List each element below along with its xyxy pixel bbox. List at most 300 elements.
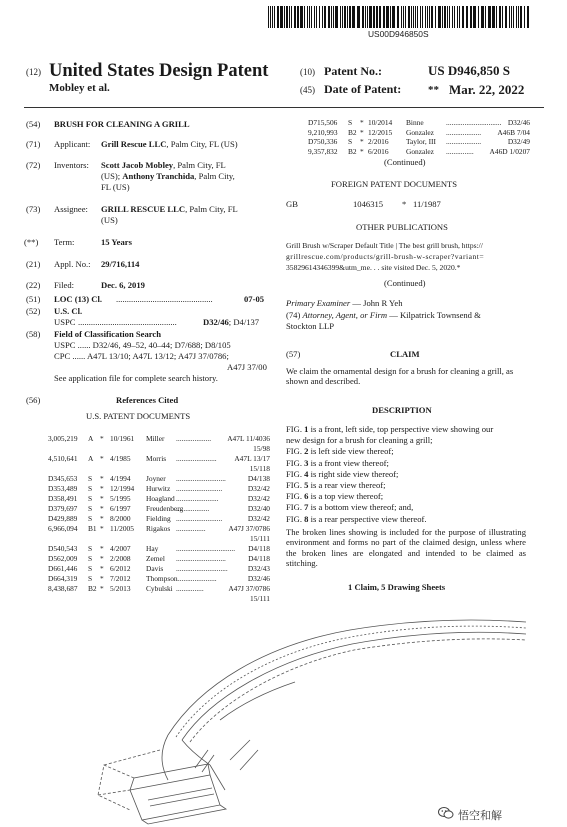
figure-description-line <box>286 491 383 501</box>
ref-class-cont: 15/98 <box>253 444 270 453</box>
fig-text: is left side view thereof; <box>308 446 394 457</box>
fig-label: FIG. <box>286 446 305 457</box>
term-label: Term: <box>54 237 75 247</box>
ref-class: D32/40 <box>247 504 270 513</box>
reference-row-continued <box>48 464 270 473</box>
wechat-icon <box>438 806 454 820</box>
ref-star: * <box>100 514 104 523</box>
ref-number: D664,319 <box>48 574 78 583</box>
fig-label: FIG. <box>286 468 305 479</box>
ref-class: A47J 37/0786 <box>228 524 270 533</box>
ref-dots: ............... <box>176 584 204 593</box>
barcode-bar <box>499 6 501 28</box>
ref-date: 4/1994 <box>110 474 131 483</box>
barcode-bar <box>328 6 330 28</box>
ref-date: 11/2005 <box>110 524 134 533</box>
ref-dots: .................. <box>176 504 210 513</box>
claim-title: CLAIM <box>390 349 420 359</box>
foreign-docs-title: FOREIGN PATENT DOCUMENTS <box>331 179 458 189</box>
barcode-bar <box>405 6 406 28</box>
fig-text: new design for a brush for cleaning a grill; <box>286 435 433 446</box>
claims-count: 1 Claim, 5 Drawing Sheets <box>348 582 446 592</box>
ref-name: Hurwitz <box>146 484 171 493</box>
ref-name: Freudenberg <box>146 504 184 513</box>
barcode-bar <box>411 6 412 28</box>
other-pub-line-3: 35829614346399&utm_me. . . site visited Dec. 5, 2020.* <box>286 263 461 272</box>
field-56-num: (56) <box>26 395 41 405</box>
ref-star: * <box>100 484 104 493</box>
ref-class: A46B 7/04 <box>497 127 530 137</box>
barcode-bar <box>314 6 315 28</box>
barcode-bar <box>527 6 529 28</box>
other-pub-line-1: Grill Brush w/Scraper Default Title | The best grill brush, https:// <box>286 241 483 250</box>
broken-lines-text: The broken lines showing is included for the purpose of illustrating environment and forms no part of the claimed design, unless where the broken lines are elongated and intended to be claimed as stitching. <box>286 527 526 568</box>
header-num-10: (10) <box>300 67 315 77</box>
ref-class-cont: 15/111 <box>250 594 270 603</box>
ref-class: A47L 11/4036 <box>227 434 270 443</box>
uspc-dots: .............................................. <box>78 317 177 327</box>
description-title: DESCRIPTION <box>372 405 432 415</box>
barcode-bar <box>383 6 385 28</box>
barcode-bar <box>435 6 436 28</box>
barcode-bar <box>449 6 450 28</box>
ref-date: 8/2000 <box>110 514 131 523</box>
figure-description-line <box>286 435 433 445</box>
ref-class: D4/118 <box>248 544 270 553</box>
barcode-bar <box>344 6 346 28</box>
ref-date: 10/1961 <box>110 434 135 443</box>
field-73-num: (73) <box>26 204 41 214</box>
reference-row <box>48 474 270 483</box>
barcode-bar <box>297 6 299 28</box>
loc-dots: ............................................. <box>116 294 213 304</box>
fig-label: FIG. <box>286 502 305 513</box>
figure-description-line <box>286 514 427 524</box>
attorney-line-1: (74) Attorney, Agent, or Firm — Kilpatrick Townsend & <box>286 310 481 320</box>
ref-kind: S <box>88 544 93 553</box>
barcode-bar <box>509 6 510 28</box>
ref-star: * <box>100 454 104 463</box>
fig-number: 8 <box>304 513 309 524</box>
ref-number: D358,491 <box>48 494 78 503</box>
ref-date: 6/2012 <box>110 564 131 573</box>
ref-dots: ................................ <box>176 544 236 553</box>
fig-number: 5 <box>304 480 309 490</box>
references-cited-title: References Cited <box>116 395 179 405</box>
barcode-bar <box>454 6 455 28</box>
ref-star: * <box>100 554 104 563</box>
barcode-bar <box>513 6 514 28</box>
ref-class: D32/42 <box>247 494 270 503</box>
fig-text: is right side view thereof; <box>308 468 399 479</box>
ref-dots: ...................... <box>176 454 217 463</box>
ref-name: Morris <box>146 454 167 463</box>
barcode-bar <box>379 6 381 28</box>
fig-number: 2 <box>304 446 309 457</box>
inventors-label: Inventors: <box>54 160 89 170</box>
barcode-bar <box>485 6 486 28</box>
barcode-bar <box>438 6 441 28</box>
ref-star: * <box>100 504 104 513</box>
ref-dots: .............................. <box>446 118 502 127</box>
barcode-bar <box>401 6 402 28</box>
fig-text: is a rear view thereof; <box>308 480 386 490</box>
foreign-star: * <box>402 199 407 209</box>
ref-date: 6/1997 <box>110 504 131 513</box>
ref-dots: ........................... <box>176 474 226 483</box>
ref-kind: S <box>88 564 93 573</box>
barcode-bar <box>289 6 290 28</box>
barcode-bar <box>340 6 341 28</box>
ref-kind: S <box>88 554 93 563</box>
barcode-bar <box>397 6 399 28</box>
patent-number: US D946,850 S <box>428 63 510 78</box>
barcode-bar <box>422 6 423 28</box>
fig-number: 6 <box>304 491 309 502</box>
barcode-bar <box>284 6 285 28</box>
ref-class: D32/49 <box>507 137 530 146</box>
ref-kind: B1 <box>88 524 97 533</box>
fig-text: is a front, left side, top perspective view showing our <box>308 424 494 434</box>
field-21-num: (21) <box>26 259 41 269</box>
continued-label-2: (Continued) <box>384 278 426 288</box>
inventors-line-3: FL (US) <box>101 182 130 192</box>
ref-dots: ......................... <box>176 484 223 493</box>
field-22-num: (22) <box>26 280 41 290</box>
ref-number: 9,357,832 <box>308 146 338 156</box>
attorney-line-2: Stockton LLP <box>286 321 334 331</box>
barcode-bar <box>496 6 497 28</box>
ref-class: A46D 1/0207 <box>489 146 530 156</box>
barcode-bar <box>324 6 326 28</box>
ref-kind: A <box>88 454 94 463</box>
ref-star: * <box>360 127 364 137</box>
inventors-line-2: (US); Anthony Tranchida, Palm City, <box>101 171 235 181</box>
fig-label: FIG. <box>286 513 305 524</box>
reference-row-continued <box>48 444 270 453</box>
ref-kind: S <box>88 514 93 523</box>
ref-name: Joyner <box>146 474 166 483</box>
field-51-num: (51) <box>26 294 41 304</box>
fig-number: 7 <box>304 502 309 513</box>
field-72-num: (72) <box>26 160 41 170</box>
barcode-bar <box>280 6 283 28</box>
barcode-bar <box>470 6 472 28</box>
other-publications-title: OTHER PUBLICATIONS <box>356 222 448 232</box>
barcode-bar <box>362 6 364 28</box>
reference-row <box>308 137 530 146</box>
ref-number: 4,510,641 <box>48 454 78 463</box>
barcode-bar <box>274 6 275 28</box>
reference-row <box>48 494 270 503</box>
ref-number: 6,966,094 <box>48 524 78 533</box>
barcode-bar <box>466 6 468 28</box>
date-star: ** <box>428 84 439 96</box>
barcode-bar <box>373 6 375 28</box>
appl-no-value: 29/716,114 <box>101 259 140 269</box>
barcode-bar <box>309 6 310 28</box>
reference-row <box>48 554 270 563</box>
field-71-num: (71) <box>26 139 41 149</box>
barcode-bar <box>270 6 271 28</box>
ref-name: Miller <box>146 434 165 443</box>
patent-barcode <box>268 6 530 28</box>
barcode-bar <box>376 6 378 28</box>
barcode-bar <box>390 6 391 28</box>
ref-star: * <box>100 564 104 573</box>
inventor-short: Mobley et al. <box>49 82 110 94</box>
ref-class: D4/118 <box>248 554 270 563</box>
barcode-bar <box>442 6 443 28</box>
barcode-bar <box>307 6 308 28</box>
ref-dots: ................ <box>176 524 206 533</box>
figure-description-line <box>286 424 493 434</box>
ref-date: 5/1995 <box>110 494 131 503</box>
ref-name: Rigakos <box>146 524 171 533</box>
barcode-bar <box>291 6 292 28</box>
reference-row <box>48 434 270 443</box>
reference-row <box>308 128 530 137</box>
barcode-bar <box>444 6 446 28</box>
barcode-bar <box>420 6 421 28</box>
ref-dots: ................... <box>446 137 482 146</box>
ref-kind: S <box>88 574 93 583</box>
primary-examiner: Primary Examiner — John R Yeh <box>286 298 403 308</box>
barcode-bar <box>524 6 525 28</box>
ref-name: Binne <box>406 118 424 127</box>
applicant-value: Grill Rescue LLC, Palm City, FL (US) <box>101 139 238 149</box>
barcode-bar <box>511 6 512 28</box>
field-term-num: (**) <box>24 237 39 247</box>
fig-label: FIG. <box>286 457 305 468</box>
barcode-bar <box>300 6 303 28</box>
ref-class: D32/46 <box>247 574 270 583</box>
ref-number: D353,489 <box>48 484 78 493</box>
ref-date: 12/1994 <box>110 484 135 493</box>
ref-name: Cybulski <box>146 584 173 593</box>
barcode-number: US00D946850S <box>368 29 429 39</box>
ref-number: D345,653 <box>48 474 78 483</box>
ref-name: Gonzalez <box>406 127 434 137</box>
ref-number: D429,889 <box>48 514 78 523</box>
barcode-bar <box>505 6 507 28</box>
reference-row <box>48 454 270 463</box>
barcode-bar <box>452 6 453 28</box>
fig-number: 4 <box>304 468 309 479</box>
ref-class: D32/42 <box>247 484 270 493</box>
filed-value: Dec. 6, 2019 <box>101 280 145 290</box>
loc-label: LOC (13) Cl. <box>54 294 102 304</box>
reference-row <box>48 504 270 513</box>
term-value: 15 Years <box>101 237 132 247</box>
barcode-bar <box>333 6 334 28</box>
ref-kind: B2 <box>88 584 97 593</box>
fig-number: 1 <box>304 424 309 434</box>
barcode-bar <box>316 6 317 28</box>
ref-star: * <box>100 524 104 533</box>
ref-class: D32/43 <box>247 564 270 573</box>
ref-kind: S <box>88 494 93 503</box>
barcode-bar <box>311 6 312 28</box>
ref-class-cont: 15/111 <box>250 534 270 543</box>
reference-row <box>48 564 270 573</box>
ref-name: Taylor, III <box>406 137 436 146</box>
ref-date: 5/2013 <box>110 584 131 593</box>
claim-text: We claim the ornamental design for a brush for cleaning a grill, as shown and described. <box>286 366 514 387</box>
ref-name: Davis <box>146 564 164 573</box>
barcode-bar <box>335 6 338 28</box>
assignee-line-1: GRILL RESCUE LLC, Palm City, FL <box>101 204 238 214</box>
us-cl-label: U.S. Cl. <box>54 306 83 316</box>
barcode-bar <box>492 6 495 28</box>
ref-kind: S <box>348 118 353 127</box>
ref-number: D715,506 <box>308 118 338 127</box>
ref-class: A47L 13/17 <box>234 454 270 463</box>
foreign-date: 11/1987 <box>413 199 441 209</box>
barcode-bar <box>457 6 458 28</box>
field-search-line-4: See application file for complete search history. <box>54 373 218 383</box>
date-of-patent-label: Date of Patent: <box>324 82 402 96</box>
ref-dots: ................... <box>176 434 212 443</box>
ref-class: A47J 37/0786 <box>228 584 270 593</box>
continued-label-1: (Continued) <box>384 157 426 167</box>
other-pub-line-2: grillrescue.com/products/grill-brush-w-scraper?variant= <box>286 252 485 261</box>
barcode-bar <box>462 6 464 28</box>
brush-perspective-drawing <box>90 600 530 825</box>
loc-value: 07-05 <box>244 294 265 304</box>
barcode-bar <box>447 6 448 28</box>
figure-description-line <box>286 469 398 479</box>
reference-row-continued <box>48 534 270 543</box>
patent-no-label: Patent No.: <box>324 64 382 78</box>
ref-kind: S <box>88 504 93 513</box>
claim-num: (57) <box>286 349 301 359</box>
figure-description-line <box>286 480 386 490</box>
ref-number: D540,543 <box>48 544 78 553</box>
ref-date: 6/2016 <box>368 146 389 156</box>
ref-dots: ...................... <box>176 574 217 583</box>
fig-text: is a top view thereof; <box>308 491 384 502</box>
ref-kind: S <box>348 137 353 146</box>
ref-number: D750,336 <box>308 137 338 146</box>
assignee-label: Assignee: <box>54 204 88 214</box>
ref-dots: ....................... <box>176 494 219 503</box>
field-54-num: (54) <box>26 119 41 129</box>
ref-name: Gonzalez <box>406 146 434 156</box>
ref-date: 4/1985 <box>110 454 131 463</box>
ref-number: D661,446 <box>48 564 78 573</box>
barcode-bar <box>392 6 395 28</box>
barcode-bar <box>319 6 320 28</box>
ref-name: Fielding <box>146 514 171 523</box>
barcode-bar <box>516 6 517 28</box>
field-search-line-2: CPC ...... A47L 13/10; A47L 13/12; A47J 37/0786; <box>54 351 229 361</box>
ref-star: * <box>100 494 104 503</box>
fig-text: is a front view thereof; <box>308 457 389 468</box>
inventors-line-1: Scott Jacob Mobley, Palm City, FL <box>101 160 226 170</box>
barcode-bar <box>431 6 433 28</box>
ref-class-cont: 15/118 <box>249 464 270 473</box>
ref-dots: ......................... <box>176 514 223 523</box>
barcode-bar <box>367 6 368 28</box>
barcode-bar <box>347 6 348 28</box>
barcode-bar <box>365 6 366 28</box>
barcode-bar <box>518 6 519 28</box>
barcode-bar <box>386 6 389 28</box>
barcode-bar <box>277 6 279 28</box>
ref-number: 9,210,993 <box>308 127 338 137</box>
document-type-title: United States Design Patent <box>49 61 269 81</box>
barcode-bar <box>272 6 273 28</box>
barcode-bar <box>429 6 430 28</box>
field-search-line-3: A47J 37/00 <box>227 362 267 372</box>
ref-date: 7/2012 <box>110 574 131 583</box>
figure-description-line <box>286 446 394 456</box>
reference-row <box>48 574 270 583</box>
barcode-bar <box>268 6 269 28</box>
watermark-text: 悟空和解 <box>458 809 502 822</box>
date-of-patent: Mar. 22, 2022 <box>449 82 525 97</box>
field-52-num: (52) <box>26 306 41 316</box>
ref-kind: S <box>88 474 93 483</box>
barcode-bar <box>488 6 491 28</box>
barcode-bar <box>427 6 428 28</box>
header-rule <box>24 107 544 108</box>
barcode-bar <box>502 6 503 28</box>
ref-kind: B2 <box>348 146 357 156</box>
barcode-bar <box>415 6 416 28</box>
barcode-bar <box>304 6 305 28</box>
reference-row <box>48 514 270 523</box>
barcode-bar <box>408 6 410 28</box>
field-58-num: (58) <box>26 329 41 339</box>
barcode-bar <box>294 6 296 28</box>
barcode-bar <box>481 6 484 28</box>
ref-class: D32/42 <box>247 514 270 523</box>
reference-row <box>48 484 270 493</box>
ref-date: 2/2008 <box>110 554 131 563</box>
barcode-bar <box>369 6 372 28</box>
ref-class: D32/46 <box>507 118 530 127</box>
fig-text: is a bottom view thereof; and, <box>308 502 414 513</box>
ref-name: Hoagland <box>146 494 175 503</box>
ref-star: * <box>100 544 104 553</box>
ref-number: D562,009 <box>48 554 78 563</box>
ref-number: 8,438,687 <box>48 584 78 593</box>
ref-star: * <box>360 137 364 146</box>
us-patent-docs-title: U.S. PATENT DOCUMENTS <box>86 411 191 421</box>
figure-description-line <box>286 458 389 468</box>
reference-row <box>48 584 270 593</box>
barcode-bar <box>349 6 351 28</box>
reference-row <box>308 147 530 156</box>
ref-star: * <box>100 434 104 443</box>
barcode-bar <box>342 6 343 28</box>
ref-date: 4/2007 <box>110 544 131 553</box>
ref-dots: ............................ <box>176 564 228 573</box>
invention-title: BRUSH FOR CLEANING A GRILL <box>54 119 190 129</box>
ref-star: * <box>100 474 104 483</box>
ref-number: D379,697 <box>48 504 78 513</box>
ref-class: D4/138 <box>247 474 270 483</box>
barcode-bar <box>417 6 418 28</box>
field-search-line-1: USPC ...... D32/46, 49–52, 40–44; D7/688; D8/105 <box>54 340 231 350</box>
barcode-bar <box>322 6 323 28</box>
barcode-bar <box>352 6 355 28</box>
ref-date: 12/2015 <box>368 127 393 137</box>
barcode-bar <box>357 6 360 28</box>
ref-name: Thompson <box>146 574 178 583</box>
